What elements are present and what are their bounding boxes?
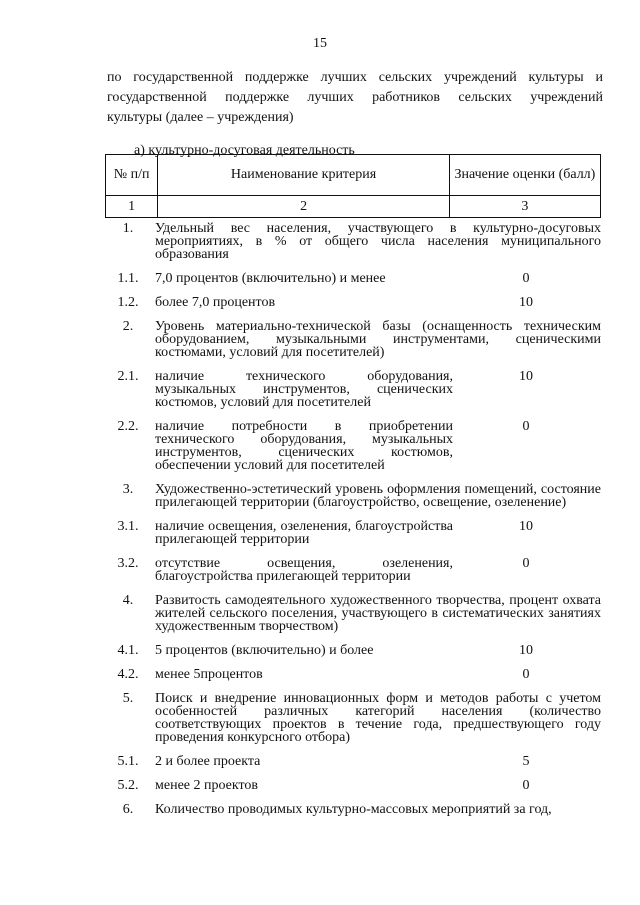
criteria-row xyxy=(105,755,601,768)
criteria-row xyxy=(105,779,601,792)
header-name: Наименование критерия xyxy=(158,155,450,196)
row-number: 5. xyxy=(122,691,134,706)
row-number: 5.1. xyxy=(117,754,139,769)
criteria-row xyxy=(105,420,601,472)
row-text: менее 5процентов xyxy=(155,667,263,682)
criteria-row xyxy=(105,296,601,309)
intro-line: государственной поддержке лучших работников сельских учреждений xyxy=(107,90,603,105)
row-text: наличие технического оборудования, музыкальных инструментов, сценических костюмов, условий для посетителей xyxy=(155,369,453,410)
criteria-row xyxy=(105,594,601,633)
criteria-list xyxy=(105,222,601,827)
row-text: более 7,0 процентов xyxy=(155,295,276,310)
column-number: 1 xyxy=(106,196,158,218)
row-score: 5 xyxy=(522,754,530,769)
criteria-row xyxy=(105,668,601,681)
row-score: 10 xyxy=(519,643,533,658)
intro-line: по государственной поддержке лучших сельских учреждений культуры и xyxy=(107,70,603,85)
row-score: 0 xyxy=(522,667,530,682)
row-text: Количество проводимых культурно-массовых мероприятий за год, xyxy=(155,802,552,817)
intro-line: культуры (далее – учреждения) xyxy=(107,110,294,125)
header-num: № п/п xyxy=(106,155,158,196)
row-text: менее 2 проектов xyxy=(155,778,259,793)
row-text: 5 процентов (включительно) и более xyxy=(155,643,374,658)
row-score: 10 xyxy=(519,369,533,384)
row-number: 2.1. xyxy=(117,369,139,384)
row-number: 1.1. xyxy=(117,271,139,286)
row-text: отсутствие освещения, озеленения, благоустройства прилегающей территории xyxy=(155,556,453,584)
row-text: 7,0 процентов (включительно) и менее xyxy=(155,271,386,286)
row-number: 4. xyxy=(122,593,134,608)
row-text: наличие освещения, озеленения, благоустройства прилегающей территории xyxy=(155,519,453,547)
criteria-row xyxy=(105,692,601,744)
criteria-row xyxy=(105,644,601,657)
row-number: 3.1. xyxy=(117,519,139,534)
criteria-row xyxy=(105,370,601,409)
row-score: 0 xyxy=(522,556,530,571)
row-number: 5.2. xyxy=(117,778,139,793)
column-number: 2 xyxy=(158,196,450,218)
criteria-row xyxy=(105,222,601,261)
row-number: 1.2. xyxy=(117,295,139,310)
row-text: Поиск и внедрение инновационных форм и методов работы с учетом особенностей различных категорий населения (количество соответствующих проектов в течение года, предшествующего году проведения конкурсного отбора) xyxy=(155,691,601,745)
criteria-row xyxy=(105,803,601,816)
criteria-row xyxy=(105,520,601,546)
row-text: Удельный вес населения, участвующего в культурно-досуговых мероприятиях, в % от общего числа населения муниципального образования xyxy=(155,221,601,262)
row-text: Развитость самодеятельного художественного творчества, процент охвата жителей сельского поселения, участвующего в систематических занятиях художественным творчеством) xyxy=(155,593,601,634)
criteria-table-header xyxy=(105,154,601,218)
row-score: 10 xyxy=(519,519,533,534)
row-text: наличие потребности в приобретении технического оборудования, музыкальных инструментов, сценических костюмов, обеспечении условий для посетителей xyxy=(155,419,453,473)
row-score: 0 xyxy=(522,419,530,434)
page-number: 15 xyxy=(313,36,327,51)
criteria-row xyxy=(105,557,601,583)
row-number: 1. xyxy=(122,221,134,236)
row-text: 2 и более проекта xyxy=(155,754,261,769)
intro-paragraph xyxy=(107,68,603,128)
column-number: 3 xyxy=(449,196,600,218)
row-number: 2.2. xyxy=(117,419,139,434)
row-number: 4.1. xyxy=(117,643,139,658)
row-number: 4.2. xyxy=(117,667,139,682)
row-score: 10 xyxy=(519,295,533,310)
row-text: Художественно-эстетический уровень оформления помещений, состояние прилегающей территории (благоустройство, освещение, озеленение) xyxy=(155,482,601,510)
criteria-row xyxy=(105,320,601,359)
row-number: 3. xyxy=(122,482,134,497)
section-title: а) культурно-досуговая деятельность xyxy=(134,143,355,158)
row-number: 3.2. xyxy=(117,556,139,571)
criteria-row xyxy=(105,483,601,509)
criteria-row xyxy=(105,272,601,285)
row-number: 2. xyxy=(122,319,134,334)
header-score: Значение оценки (балл) xyxy=(449,155,600,196)
row-score: 0 xyxy=(522,271,530,286)
row-number: 6. xyxy=(122,802,134,817)
row-score: 0 xyxy=(522,778,530,793)
row-text: Уровень материально-технической базы (оснащенность техническим оборудованием, музыкальными инструментами, сценическими костюмами, условий для посетителей) xyxy=(155,319,601,360)
